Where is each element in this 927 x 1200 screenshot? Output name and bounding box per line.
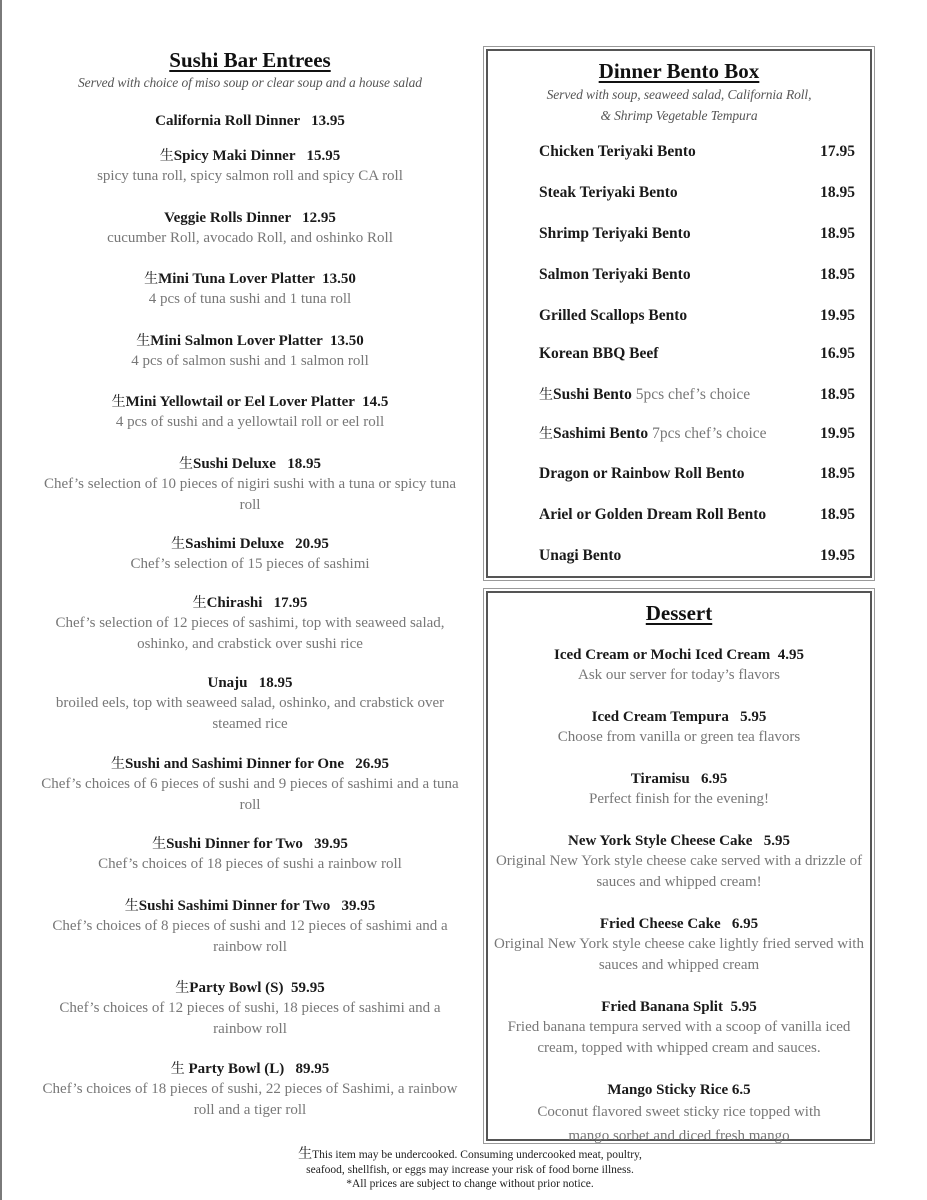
menu-item-name [40, 208, 460, 228]
menu-item [40, 896, 460, 957]
menu-item [40, 269, 460, 310]
dessert-list [488, 645, 870, 1169]
dessert-item [488, 914, 870, 976]
menu-item-name [40, 331, 460, 351]
menu-item-description: 4 pcs of salmon sushi and 1 salmon roll [131, 353, 369, 369]
bento-item [539, 265, 855, 285]
bento-item [539, 424, 855, 444]
menu-item-title: Sashimi Deluxe 20.95 [185, 536, 329, 552]
menu-item-title: Party Bowl (S) 59.95 [189, 980, 325, 996]
bento-item-name [539, 505, 766, 525]
dessert-item-description: Choose from vanilla or green tea flavors [557, 729, 801, 745]
bento-item-title: Grilled Scallops Bento [539, 307, 688, 324]
bento-item-price: 18.95 [820, 465, 855, 482]
bento-item-name [539, 142, 696, 162]
raw-item-icon: 生 [298, 1146, 313, 1162]
bento-item-price: 19.95 [820, 547, 855, 564]
bento-subtitle-line-1: Served with soup, seaweed salad, California Roll, [546, 87, 812, 102]
bento-box-panel [483, 46, 875, 581]
menu-item-name [40, 454, 460, 474]
menu-item [40, 111, 460, 131]
menu-item-name [40, 978, 460, 998]
bento-item-name [539, 265, 691, 285]
bento-item [539, 183, 855, 203]
bento-item-price: 17.95 [820, 143, 855, 160]
bento-item-price: 18.95 [820, 266, 855, 283]
bento-item-price: 19.95 [820, 425, 855, 442]
dessert-title: Dessert [645, 601, 713, 625]
bento-item-name [539, 306, 687, 326]
dessert-item [488, 769, 870, 810]
menu-item-title: Mini Salmon Lover Platter 13.50 [150, 333, 364, 349]
menu-item-title: Sushi and Sashimi Dinner for One 26.95 [124, 756, 390, 772]
bento-item-name [539, 424, 767, 444]
menu-item [40, 834, 460, 875]
bento-item [539, 306, 855, 326]
bento-item [539, 505, 855, 525]
menu-item [40, 146, 460, 187]
bento-item-name [539, 464, 745, 484]
menu-item-description: Chef’s selection of 12 pieces of sashimi, top with seaweed salad, oshinko, and crabstick over sushi rice [55, 615, 445, 652]
menu-item-title: Veggie Rolls Dinner 12.95 [164, 210, 336, 226]
dessert-item-name: Mango Sticky Rice 6.5 [607, 1082, 751, 1098]
raw-item-icon: 生 [539, 426, 553, 442]
raw-item-icon: 生 [171, 536, 186, 552]
bento-item-title: Chicken Teriyaki Bento [539, 143, 696, 160]
bento-title: Dinner Bento Box [598, 59, 760, 83]
menu-item [40, 593, 460, 654]
bento-subtitle-line-2: & Shrimp Vegetable Tempura [600, 108, 758, 123]
dessert-item [488, 831, 870, 893]
menu-item-description: broiled eels, top with seaweed salad, oshinko, and crabstick over steamed rice [55, 695, 445, 732]
dessert-item-name: Fried Cheese Cake 6.95 [599, 916, 759, 932]
raw-item-icon: 生 [110, 756, 125, 772]
bento-item [539, 546, 855, 566]
bento-item-title: Sushi Bento [553, 386, 632, 403]
menu-item-name [40, 1059, 460, 1079]
menu-item-description: Chef’s choices of 6 pieces of sushi and 9 pieces of sashimi and a tuna roll [41, 776, 459, 813]
bento-item-name [539, 385, 750, 405]
raw-item-icon: 生 [124, 898, 139, 914]
menu-item-name [40, 392, 460, 412]
menu-item-title: Sushi Deluxe 18.95 [193, 456, 321, 472]
menu-item-description: Chef’s selection of 10 pieces of nigiri sushi with a tuna or spicy tuna roll [44, 476, 456, 513]
sushi-bar-subtitle: Served with choice of miso soup or clear soup and a house salad [78, 75, 422, 90]
menu-item-title: Sushi Sashimi Dinner for Two 39.95 [138, 898, 376, 914]
dessert-item-name: Tiramisu 6.95 [630, 771, 728, 787]
bento-item-price: 19.95 [820, 307, 855, 324]
bento-item-note: 5pcs chef’s choice [635, 386, 751, 403]
dessert-item [488, 1080, 870, 1148]
menu-item-name [40, 896, 460, 916]
menu-item-description: Chef’s choices of 18 pieces of sushi a rainbow roll [98, 856, 402, 872]
bento-item-title: Shrimp Teriyaki Bento [539, 225, 691, 242]
raw-item-icon: 生 [192, 595, 207, 611]
menu-item-name [40, 146, 460, 166]
menu-item-name [40, 754, 460, 774]
bento-item-name [539, 546, 621, 566]
dessert-item-description: Ask our server for today’s flavors [577, 667, 781, 683]
menu-item-title: Spicy Maki Dinner 15.95 [173, 148, 341, 164]
menu-item-description: 4 pcs of tuna sushi and 1 tuna roll [148, 291, 352, 307]
raw-item-icon: 生 [175, 980, 190, 996]
sushi-bar-section [40, 47, 460, 1118]
menu-item-title: Party Bowl (L) 89.95 [184, 1061, 330, 1077]
bento-item [539, 344, 855, 364]
bento-item-title: Steak Teriyaki Bento [539, 184, 678, 201]
dessert-item-name: Fried Banana Split 5.95 [601, 999, 757, 1015]
dessert-item-description: Fried banana tempura served with a scoop of vanilla iced cream, topped with whipped cream and sauces. [507, 1019, 851, 1056]
bento-item [539, 224, 855, 244]
raw-item-icon: 生 [111, 394, 126, 410]
bento-item [539, 385, 855, 405]
menu-item-title: Unaju 18.95 [207, 675, 293, 691]
menu-item-description: cucumber Roll, avocado Roll, and oshinko Roll [107, 230, 393, 246]
menu-item-name [40, 593, 460, 613]
menu-item-title: California Roll Dinner 13.95 [155, 113, 345, 129]
menu-item-name [40, 834, 460, 854]
footer-line-3: *All prices are subject to change without prior notice. [346, 1178, 594, 1190]
bento-item-title: Unagi Bento [539, 547, 622, 564]
menu-item [40, 454, 460, 515]
menu-item [40, 978, 460, 1039]
menu-item-description: spicy tuna roll, spicy salmon roll and spicy CA roll [97, 168, 403, 184]
menu-item-title: Mini Yellowtail or Eel Lover Platter 14.5 [125, 394, 389, 410]
menu-item-title: Sushi Dinner for Two 39.95 [166, 836, 348, 852]
menu-item [40, 331, 460, 372]
bento-item-title: Salmon Teriyaki Bento [539, 266, 691, 283]
raw-item-icon: 生 [136, 333, 151, 349]
menu-item-description: 4 pcs of sushi and a yellowtail roll or eel roll [115, 414, 385, 430]
menu-item [40, 673, 460, 734]
menu-item-name [40, 111, 460, 131]
raw-item-icon: 生 [539, 387, 553, 403]
dessert-item-name: New York Style Cheese Cake 5.95 [568, 833, 790, 849]
raw-item-icon: 生 [170, 1061, 185, 1077]
bento-item [539, 142, 855, 162]
menu-item [40, 208, 460, 249]
dessert-item-description: Original New York style cheese cake lightly fried served with sauces and whipped cream [494, 936, 864, 973]
menu-item [40, 754, 460, 815]
dessert-panel [483, 588, 875, 1144]
footer-line-1: This item may be undercooked. Consuming undercooked meat, poultry, [312, 1149, 642, 1161]
bento-item-name [539, 224, 691, 244]
menu-item [40, 534, 460, 575]
menu-item-description: Chef’s choices of 8 pieces of sushi and 12 pieces of sashimi and a rainbow roll [52, 918, 448, 955]
footer-disclaimer [200, 1147, 740, 1192]
menu-item-name [40, 269, 460, 289]
bento-item-title: Sashimi Bento [553, 425, 649, 442]
dessert-item [488, 997, 870, 1059]
raw-item-icon: 生 [159, 148, 174, 164]
sushi-bar-title: Sushi Bar Entrees [169, 48, 331, 72]
dessert-item-description: Original New York style cheese cake served with a drizzle of sauces and whipped cream! [495, 853, 863, 890]
bento-item-price: 18.95 [820, 506, 855, 523]
menu-item-name [40, 534, 460, 554]
footer-line-2: seafood, shellfish, or eggs may increase your risk of food borne illness. [306, 1163, 634, 1176]
bento-item-name [539, 344, 658, 364]
page-left-border [0, 0, 2, 1200]
raw-item-icon: 生 [144, 271, 159, 287]
menu-item-title: Mini Tuna Lover Platter 13.50 [158, 271, 356, 287]
bento-item-note: 7pcs chef’s choice [652, 425, 767, 442]
bento-item-title: Ariel or Golden Dream Roll Bento [539, 506, 767, 523]
menu-item [40, 392, 460, 433]
dessert-item-name: Iced Cream Tempura 5.95 [591, 709, 767, 725]
menu-item-description: Chef’s selection of 15 pieces of sashimi [130, 556, 370, 572]
raw-item-icon: 生 [179, 456, 194, 472]
menu-item-name [40, 673, 460, 693]
menu-item-description: Chef’s choices of 12 pieces of sushi, 18 pieces of sashimi and a rainbow roll [59, 1000, 441, 1037]
menu-item-title: Chirashi 17.95 [206, 595, 308, 611]
bento-item-title: Dragon or Rainbow Roll Bento [539, 465, 745, 482]
dessert-item [488, 645, 870, 686]
menu-item-description: Chef’s choices of 18 pieces of sushi, 22 pieces of Sashimi, a rainbow roll and a tiger roll [42, 1081, 458, 1118]
bento-item-price: 18.95 [820, 225, 855, 242]
raw-item-icon: 生 [152, 836, 167, 852]
bento-item-price: 18.95 [820, 184, 855, 201]
bento-item-name [539, 183, 678, 203]
dessert-item-description: Perfect finish for the evening! [589, 791, 769, 807]
bento-item-title: Korean BBQ Beef [539, 345, 659, 362]
dessert-item [488, 707, 870, 748]
dessert-item-description: Coconut flavored sweet sticky rice topped with mango sorbet and diced fresh mango [537, 1104, 821, 1144]
dessert-item-name: Iced Cream or Mochi Iced Cream 4.95 [554, 647, 804, 663]
bento-item [539, 464, 855, 484]
menu-item [40, 1059, 460, 1120]
bento-item-price: 18.95 [820, 386, 855, 403]
bento-item-price: 16.95 [820, 345, 855, 362]
